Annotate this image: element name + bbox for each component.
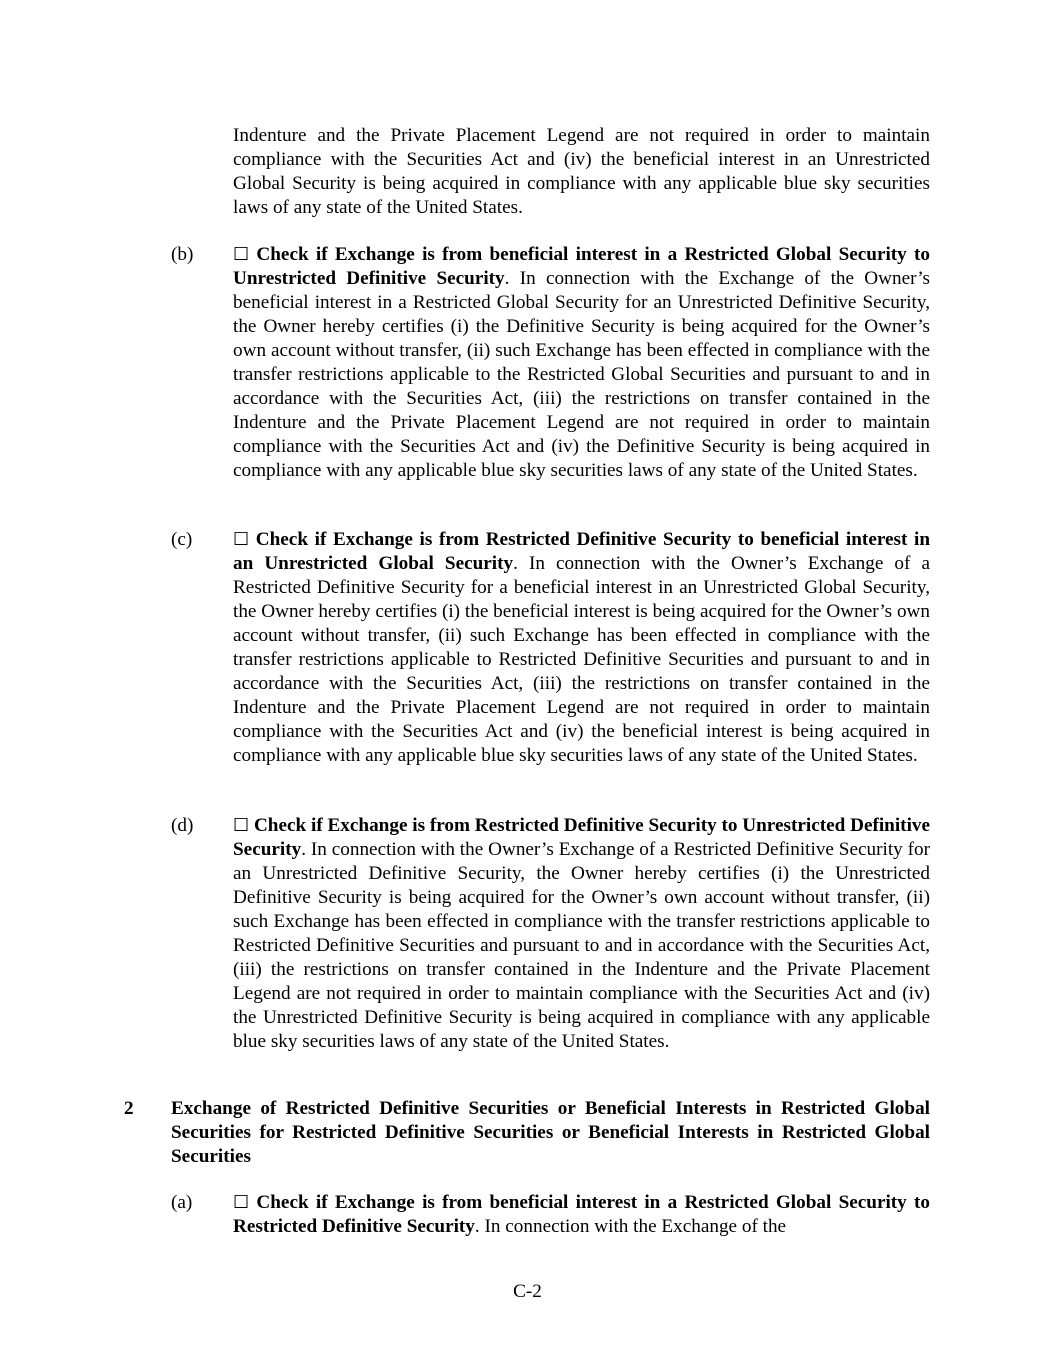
item-c-label: (c) [171,529,193,550]
checkbox-icon[interactable]: ☐ [233,529,250,550]
item-c-paragraph [233,528,930,768]
checkbox-icon[interactable]: ☐ [233,1192,250,1213]
item-d-paragraph [233,814,930,1054]
item-2a-paragraph [233,1191,930,1239]
item-b-paragraph [233,243,930,483]
section-title: Exchange of Restricted Definitive Securities or Beneficial Interests in Restricted Global Securities for Restricted Definitive Securities or Beneficial Interests in Restricted Global Securities [171,1098,930,1167]
page-number: C-2 [513,1281,542,1302]
item-c-heading: Check if Exchange is from Restricted Definitive Security to beneficial interest in an Unrestricted Global Security [233,529,930,574]
item-b-heading: Check if Exchange is from beneficial interest in a Restricted Global Security to Unrestricted Definitive Security [233,244,931,289]
item-b-label: (b) [171,244,194,265]
continuation-paragraph [233,124,930,220]
section-number: 2 [124,1098,134,1119]
item-d-body: . In connection with the Owner’s Exchange of a Restricted Definitive Security for an Unrestricted Definitive Security, the Owner hereby certifies (i) the Unrestricted Definitive Security is being acquired for the Owner’s own account without transfer, (ii) such Exchange has been effected in compliance with the transfer restrictions applicable to Restricted Definitive Securities and pursuant to and in accordance with the Securities Act, (iii) the restrictions on transfer contained in the Indenture and the Private Placement Legend are not required in order to maintain compliance with the Securities Act and (iv) the Unrestricted Definitive Security is being acquired in compliance with any applicable blue sky securities laws of any state of the United States. [233,839,930,1052]
item-b-body: . In connection with the Exchange of the Owner’s beneficial interest in a Restricted Global Security for an Unrestricted Definitive Security, the Owner hereby certifies (i) the Definitive Security is being acquired for the Owner’s own account without transfer, (ii) such Exchange has been effected in compliance with the transfer restrictions applicable to the Restricted Global Securities and pursuant to and in accordance with the Securities Act, (iii) the restrictions on transfer contained in the Indenture and the Private Placement Legend are not required in order to maintain compliance with the Securities Act and (iv) the Definitive Security is being acquired in compliance with any applicable blue sky securities laws of any state of the United States. [233,268,930,481]
checkbox-icon[interactable]: ☐ [233,244,250,265]
item-d-heading: Check if Exchange is from Restricted Definitive Security to Unrestricted Definitive Security [233,815,931,860]
item-2a-heading: Check if Exchange is from beneficial interest in a Restricted Global Security to Restricted Definitive Security [233,1192,931,1237]
item-d-label: (d) [171,815,194,836]
checkbox-icon[interactable]: ☐ [233,815,250,836]
item-c-body: . In connection with the Owner’s Exchange of a Restricted Definitive Security for a beneficial interest in an Unrestricted Global Security, the Owner hereby certifies (i) the beneficial interest is being acquired for the Owner’s own account without transfer, (ii) such Exchange has been effected in compliance with the transfer restrictions applicable to Restricted Definitive Securities and pursuant to and in accordance with the Securities Act, (iii) the restrictions on transfer contained in the Indenture and the Private Placement Legend are not required in order to maintain compliance with the Securities Act and (iv) the beneficial interest is being acquired in compliance with any applicable blue sky securities laws of any state of the United States. [233,553,930,766]
continuation-text: Indenture and the Private Placement Legend are not required in order to maintain compliance with the Securities Act and (iv) the beneficial interest in an Unrestricted Global Security is being acquired in compliance with any applicable blue sky securities laws of any state of the United States. [233,125,930,218]
item-2a-body: . In connection with the Exchange of the [474,1216,787,1237]
item-2a-label: (a) [171,1192,193,1213]
